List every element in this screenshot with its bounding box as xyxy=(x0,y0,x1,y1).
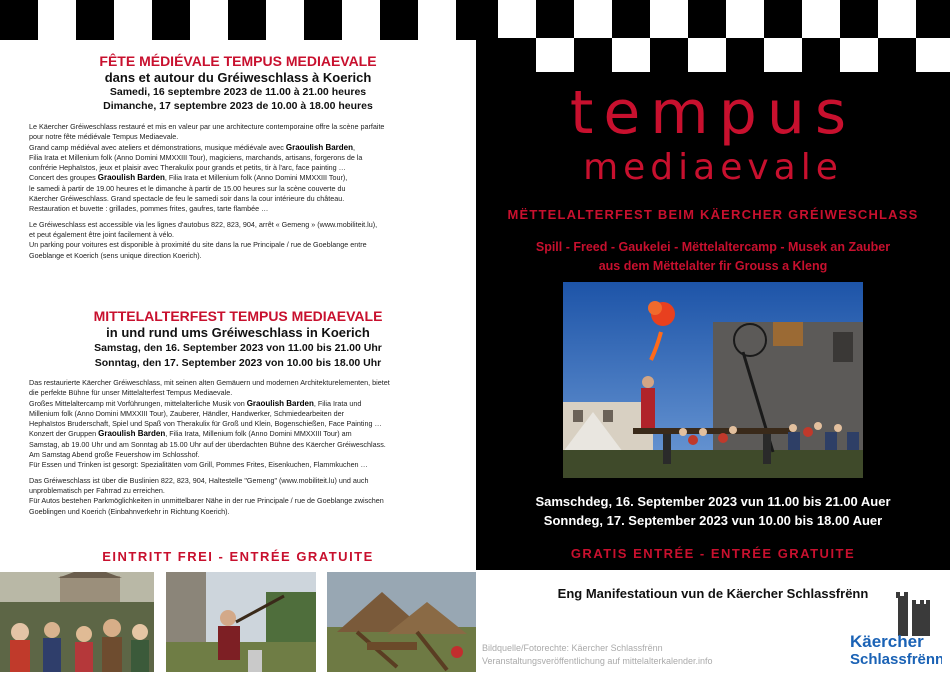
fr-body xyxy=(29,122,449,261)
text-line xyxy=(29,399,449,409)
text-run: Großes Mittelaltercamp mit Vorführungen, mittelalterliche Musik von xyxy=(29,398,247,408)
text-line: Käercher Gréiweschlass. Grand spectacle de feu le samedi soir dans la cour intérieure du château. xyxy=(29,194,345,204)
checker-block xyxy=(802,0,840,38)
text-line: Am Samstag Abend große Feuershow im Schlosshof. xyxy=(29,450,200,460)
band-name: Graoulish Barden xyxy=(97,173,165,183)
checker-block xyxy=(650,0,688,38)
checker-block xyxy=(228,0,266,40)
free-entry-poster: GRATIS ENTRÉE - ENTRÉE GRATUITE xyxy=(570,546,856,561)
text-line: Le Käercher Gréiweschlass restauré et mis en valeur par une architecture contemporaine offre la scène parfaite xyxy=(29,122,385,131)
de-place: in und rund ums Gréiweschlass in Koerich xyxy=(106,325,370,340)
poster-tagline: aus dem Mëttelalter fir Grouss a Kleng xyxy=(598,259,828,273)
text-line: Goeblange et Koerich (sens unique direction Koerich). xyxy=(29,250,202,260)
band-name: Graoulish Barden xyxy=(246,398,314,408)
poster-date-saturday: Samschdeg, 16. September 2023 vun 11.00 bis 21.00 Auer xyxy=(535,494,891,509)
checker-block xyxy=(152,0,190,40)
text-run: , Filia Irata, Millenium folk (Anno Domini MMXXIII Tour) am xyxy=(165,429,352,439)
text-run: , Filia Irata et Millenium folk (Anno Domini MMXXIII Tour), xyxy=(164,173,348,183)
photo-camp xyxy=(327,572,476,672)
text-run: , Filia Irata und xyxy=(313,398,362,408)
de-body xyxy=(29,378,449,517)
text-line: Restauration et buvette : grillades, pommes frites, gaufres, tarte flambée … xyxy=(29,204,269,214)
de-title: MITTELALTERFEST TEMPUS MEDIAEVALE xyxy=(93,308,383,324)
checker-block xyxy=(536,38,574,72)
hero-photo-fire-show xyxy=(563,282,863,478)
checker-block xyxy=(726,0,764,38)
photo-crowd xyxy=(0,572,154,672)
text-line: Für Autos bestehen Parkmöglichkeiten in unmittelbarer Nähe in der rue Principale / rue de Goeblange zwischen xyxy=(29,496,384,506)
fr-date-saturday: Samedi, 16 septembre 2023 de 11.00 à 21.00 heures xyxy=(109,86,367,98)
checker-block xyxy=(840,38,878,72)
organizer-line: Eng Manifestatioun vun de Käercher Schlassfrënn xyxy=(557,586,869,601)
checker-block xyxy=(612,38,650,72)
left-panel xyxy=(0,0,476,672)
text-line: Das Gréiweschlass ist über die Buslinien 822, 823, 904, Haltestelle "Gemeng" (www.mobiliteit.lu) und auch xyxy=(29,475,369,485)
poster-date-sunday: Sonndeg, 17. September 2023 vun 10.00 bis 18.00 Auer xyxy=(543,513,883,528)
publication-credit: Veranstaltungsveröffentlichung auf mittelalterkalender.info xyxy=(482,656,713,666)
text-line: Hephaïstos Bruderschaft, Spiel und Spaß von Therakulix für Groß und Klein, Bogenschießen, Face Painting … xyxy=(29,419,382,429)
fr-title: FÊTE MÉDIÉVALE TEMPUS MEDIAEVALE xyxy=(99,53,377,69)
de-date-sunday: Sonntag, den 17. September 2023 von 10.00 bis 18.00 Uhr xyxy=(94,357,382,369)
text-line: die perfekte Bühne für unser Mittelalterfest Tempus Mediaevale. xyxy=(29,388,233,398)
text-line: Samstag, ab 19.00 Uhr und am Sonntag ab 15.00 Uhr auf der überdachten Bühne des Käercher Gréiweschlass. xyxy=(29,439,386,449)
de-date-saturday: Samstag, den 16. September 2023 von 11.00 bis 21.00 Uhr xyxy=(94,342,382,354)
text-run: , xyxy=(353,142,356,152)
checker-block xyxy=(498,0,536,38)
checker-block xyxy=(878,0,916,38)
text-line: unproblematisch per Fahrrad zu erreichen. xyxy=(29,485,165,495)
poster-title-tempus: tempus xyxy=(569,78,857,148)
checker-block xyxy=(764,38,802,72)
poster-tagline: Spill - Freed - Gaukelei - Mëttelaltercamp - Musek an Zauber xyxy=(535,240,891,254)
text-run: Konzert der Gruppen xyxy=(29,429,99,439)
fr-place: dans et autour du Gréiweschlass à Koerich xyxy=(104,70,372,85)
image-credit: Bildquelle/Fotorechte: Käercher Schlassfrënn xyxy=(482,643,663,653)
poster-subtitle: MËTTELALTERFEST BEIM KÄERCHER GRÉIWESCHLASS xyxy=(507,207,919,222)
text-line: Le Gréiweschlass est accessible via les lignes d'autobus 822, 823, 904, arrêt « Gemeng » (www.mobiliteit.lu), xyxy=(29,219,378,229)
text-line: Filia Irata et Millenium folk (Anno Domini MMXXIII Tour), magiciens, marchands, artisans, forgerons de la xyxy=(29,152,363,162)
fr-date-sunday: Dimanche, 17 septembre 2023 de 10.00 à 18.00 heures xyxy=(103,100,373,112)
text-run: Grand camp médiéval avec ateliers et démonstrations, musique médiévale avec xyxy=(29,142,286,152)
checker-block xyxy=(380,0,418,40)
checker-block xyxy=(574,0,612,38)
text-line: le samedi à partir de 19.00 heures et le dimanche à partir de 15.00 heures sur la scène couverte du xyxy=(29,183,346,193)
checker-block xyxy=(76,0,114,40)
checker-block xyxy=(0,0,38,40)
text-line: Das restaurierte Käercher Gréiweschlass, mit seinen alten Gemäuern und modernen Architekturelementen, bietet xyxy=(29,378,390,387)
text-line xyxy=(29,429,449,439)
text-line: Un parking pour voitures est disponible à proximité du site dans la rue Principale / rue de Goeblange entre xyxy=(29,240,367,250)
text-line xyxy=(29,143,449,153)
text-line: confrérie Hephaïstos, jeux et plaisir avec Therakulix pour grands et petits, tir à l'arc, face painting … xyxy=(29,163,346,173)
checker-block xyxy=(456,0,476,40)
text-line: Goeblingen und Koerich (Einbahnverkehr in Richtung Koerich). xyxy=(29,506,230,516)
band-name: Graoulish Barden xyxy=(98,429,166,439)
poster-panel xyxy=(476,0,950,570)
checker-block xyxy=(916,38,950,72)
checker-block xyxy=(688,38,726,72)
text-line: pour notre fête médiévale Tempus Mediaevale. xyxy=(29,132,179,142)
text-line: Millenium folk (Anno Domini MMXXIII Tour), Zauberer, Händler, Handwerker, Schmiedearbeiten der xyxy=(29,408,345,418)
photo-archery xyxy=(166,572,316,672)
text-line: et peut également être joint facilement à vélo. xyxy=(29,229,175,239)
logo-text-schlassfrenn: Schlassfrënn xyxy=(850,651,942,668)
checker-block xyxy=(304,0,342,40)
free-entry-left: EINTRITT FREI - ENTRÉE GRATUITE xyxy=(102,549,374,564)
text-line xyxy=(29,173,449,183)
text-run: Concert des groupes xyxy=(29,173,98,183)
schlassfrenn-logo xyxy=(842,590,942,670)
logo-text-kaercher: Käercher xyxy=(850,632,924,651)
text-line: Für Essen und Trinken ist gesorgt: Spezialitäten vom Grill, Pommes Frites, Eisenkuchen, Flammkuchen … xyxy=(29,460,368,470)
poster-title-mediaevale: mediaevale xyxy=(583,147,843,188)
band-name: Graoulish Barden xyxy=(285,142,354,152)
